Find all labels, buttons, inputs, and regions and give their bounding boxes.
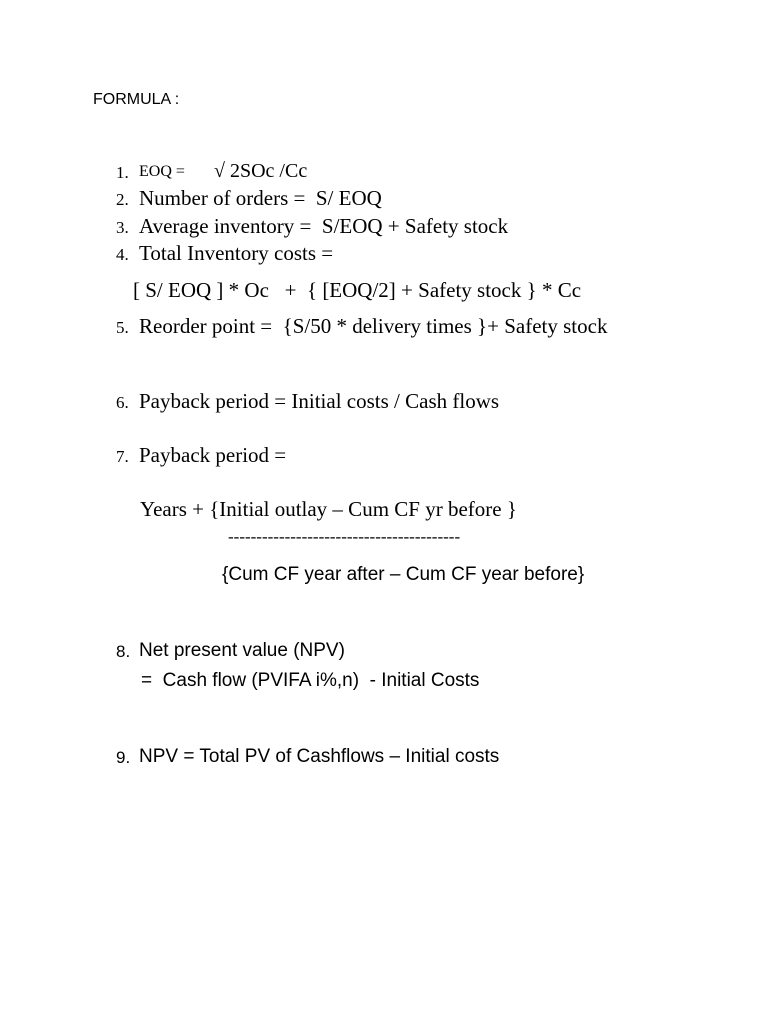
total-inventory-costs-formula: [ S/ EOQ ] * Oc + { [EOQ/2] + Safety stock } * Cc [133,278,582,302]
item-number-5: 5. [116,318,129,337]
item-number-8: 8. [116,642,131,661]
payback-denominator: {Cum CF year after – Cum CF year before} [222,564,585,585]
item-number-3: 3. [116,218,129,237]
payback-numerator: Years + {Initial outlay – Cum CF yr before } [140,497,517,521]
item-number-7: 7. [116,447,129,466]
eoq-label: EOQ = [139,163,193,180]
formula-heading: FORMULA : [93,91,180,108]
item-number-2: 2. [116,190,129,209]
item-number-4: 4. [116,245,129,264]
item-number-1: 1. [116,163,129,182]
payback-period-label: Payback period = [139,443,287,467]
total-inventory-costs-label: Total Inventory costs = [139,241,334,265]
eoq-formula: √ 2SOc /Cc [214,160,308,182]
payback-fraction-divider: ----------------------------------------- [228,527,461,546]
npv-label: Net present value (NPV) [139,640,345,661]
payback-period-formula: Payback period = Initial costs / Cash flows [139,389,500,413]
number-of-orders-formula: Number of orders = S/ EOQ [139,186,382,210]
npv-formula: = Cash flow (PVIFA i%,n) - Initial Costs [141,670,480,691]
item-number-6: 6. [116,393,129,412]
item-number-9: 9. [116,748,131,767]
npv-total-formula: NPV = Total PV of Cashflows – Initial costs [139,746,500,767]
average-inventory-formula: Average inventory = S/EOQ + Safety stock [139,214,509,238]
reorder-point-formula: Reorder point = {S/50 * delivery times }+ Safety stock [139,314,608,338]
